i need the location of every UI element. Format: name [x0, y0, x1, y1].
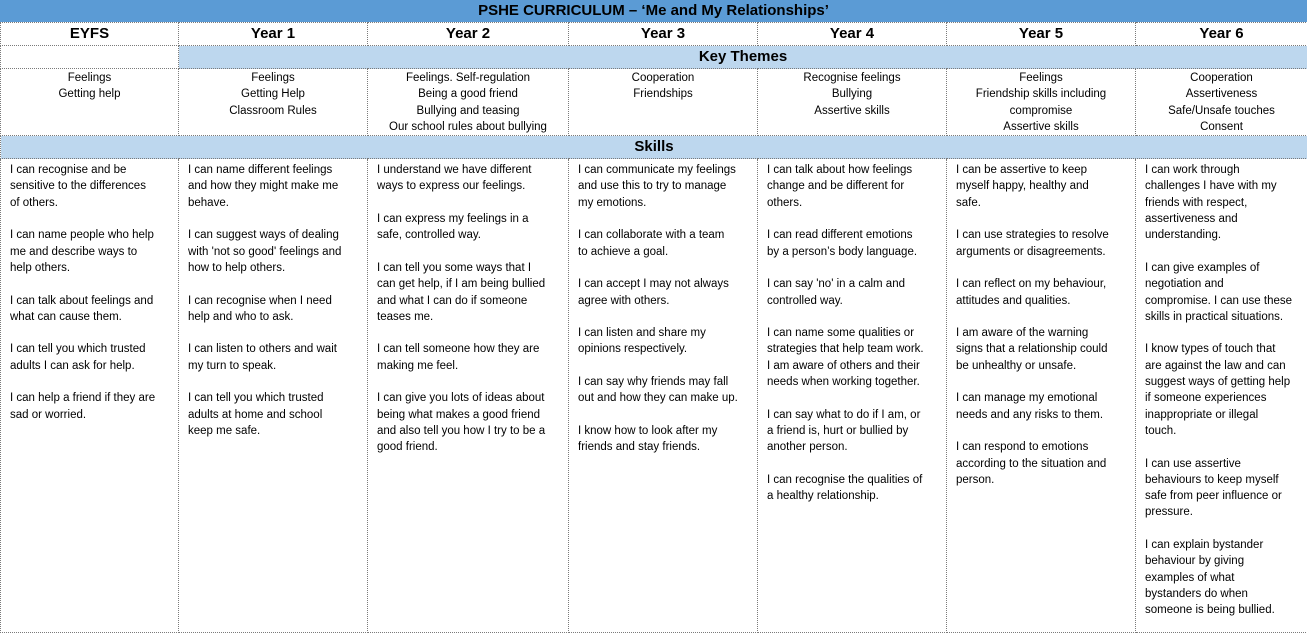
skill-statement — [578, 162, 751, 211]
skill-statement — [377, 162, 562, 195]
key-themes-cell — [179, 69, 368, 136]
skill-text-line: agree with others. — [578, 293, 751, 309]
skill-text-line: me and describe ways to — [10, 244, 172, 260]
skill-text-line: my emotions. — [578, 195, 751, 211]
skill-text-line: I can give you lots of ideas about — [377, 390, 562, 406]
key-themes-cell — [1, 69, 179, 136]
skill-statement — [578, 374, 751, 407]
skill-text-line: person. — [956, 472, 1129, 488]
empty-cell — [1, 46, 179, 69]
skill-text-line: safe from peer influence or — [1145, 488, 1301, 504]
skill-text-line: keep me safe. — [188, 423, 361, 439]
column-header: Year 1 — [179, 23, 368, 46]
skill-text-line: I can listen and share my — [578, 325, 751, 341]
skills-band — [1, 136, 1307, 159]
theme-item: Bullying — [758, 86, 946, 102]
curriculum-table — [0, 22, 1307, 633]
skill-text-line: ways to express our feelings. — [377, 178, 562, 194]
skill-statement — [377, 211, 562, 244]
skill-statement — [956, 390, 1129, 423]
skill-text-line: examples of what — [1145, 570, 1301, 586]
skill-text-line: and use this to try to manage — [578, 178, 751, 194]
skill-text-line: a healthy relationship. — [767, 488, 940, 504]
skill-text-line: help and who to ask. — [188, 309, 361, 325]
skill-statement — [10, 341, 172, 374]
column-header: Year 3 — [569, 23, 758, 46]
key-themes-cell — [758, 69, 947, 136]
skill-statement — [188, 293, 361, 326]
skill-text-line: I can help a friend if they are — [10, 390, 172, 406]
skills-cell — [947, 159, 1136, 633]
skill-text-line: can get help, if I am being bullied — [377, 276, 562, 292]
theme-item: Cooperation — [569, 70, 757, 86]
skill-text-line: I can manage my emotional — [956, 390, 1129, 406]
skill-text-line: inappropriate or illegal — [1145, 407, 1301, 423]
skill-statement — [578, 423, 751, 456]
skill-text-line: attitudes and qualities. — [956, 293, 1129, 309]
skills-cell — [368, 159, 569, 633]
skill-statement — [1145, 260, 1301, 325]
skill-text-line: challenges I have with my — [1145, 178, 1301, 194]
skill-text-line: I can respond to emotions — [956, 439, 1129, 455]
skill-text-line: safe. — [956, 195, 1129, 211]
skill-text-line: touch. — [1145, 423, 1301, 439]
key-themes-cell — [368, 69, 569, 136]
skill-statement — [767, 407, 940, 456]
skill-text-line: adults I can ask for help. — [10, 358, 172, 374]
skill-text-line: I can reflect on my behaviour, — [956, 276, 1129, 292]
key-themes-row — [1, 69, 1307, 136]
skill-statement — [377, 390, 562, 455]
theme-item: Getting help — [1, 86, 178, 102]
skill-text-line: arguments or disagreements. — [956, 244, 1129, 260]
skill-text-line: how to help others. — [188, 260, 361, 276]
skill-text-line: sad or worried. — [10, 407, 172, 423]
key-themes-cell — [947, 69, 1136, 136]
key-themes-heading: Key Themes — [179, 46, 1307, 69]
skill-text-line: be unhealthy or unsafe. — [956, 358, 1129, 374]
skill-text-line: good friend. — [377, 439, 562, 455]
skill-text-line: I can name people who help — [10, 227, 172, 243]
skill-statement — [578, 227, 751, 260]
skill-text-line: change and be different for — [767, 178, 940, 194]
skill-text-line: I can use assertive — [1145, 456, 1301, 472]
skill-text-line: I can recognise when I need — [188, 293, 361, 309]
skill-text-line: help others. — [10, 260, 172, 276]
skill-text-line: behave. — [188, 195, 361, 211]
skill-text-line: my turn to speak. — [188, 358, 361, 374]
skill-statement — [956, 162, 1129, 211]
skill-text-line: if someone experiences — [1145, 390, 1301, 406]
column-header: Year 5 — [947, 23, 1136, 46]
skill-statement — [578, 276, 751, 309]
theme-item: Getting Help — [179, 86, 367, 102]
skill-text-line: I know types of touch that — [1145, 341, 1301, 357]
skill-statement — [188, 227, 361, 276]
theme-item: Assertive skills — [947, 119, 1135, 135]
skill-statement — [767, 162, 940, 211]
skill-text-line: bystanders do when — [1145, 586, 1301, 602]
skill-text-line: I can explain bystander — [1145, 537, 1301, 553]
skill-text-line: I can communicate my feelings — [578, 162, 751, 178]
skill-text-line: with 'not so good' feelings and — [188, 244, 361, 260]
theme-item: Classroom Rules — [179, 103, 367, 119]
skill-text-line: I can accept I may not always — [578, 276, 751, 292]
skill-text-line: I can say why friends may fall — [578, 374, 751, 390]
skills-cell — [1136, 159, 1307, 633]
skill-text-line: I can tell you which trusted — [188, 390, 361, 406]
skill-statement — [767, 227, 940, 260]
skill-text-line: needs when working together. — [767, 374, 940, 390]
key-themes-cell — [569, 69, 758, 136]
skill-text-line: and also tell you how I try to be a — [377, 423, 562, 439]
skills-cell — [569, 159, 758, 633]
skill-text-line: sensitive to the differences — [10, 178, 172, 194]
skill-text-line: signs that a relationship could — [956, 341, 1129, 357]
skill-text-line: I understand we have different — [377, 162, 562, 178]
skill-text-line: teases me. — [377, 309, 562, 325]
skill-statement — [956, 439, 1129, 488]
skill-text-line: needs and any risks to them. — [956, 407, 1129, 423]
skill-text-line: and how they might make me — [188, 178, 361, 194]
skill-text-line: skills in practical situations. — [1145, 309, 1301, 325]
skill-text-line: of others. — [10, 195, 172, 211]
skill-statement — [956, 325, 1129, 374]
skill-text-line: I can recognise and be — [10, 162, 172, 178]
theme-item: compromise — [947, 103, 1135, 119]
theme-item: Feelings — [1, 70, 178, 86]
column-header: EYFS — [1, 23, 179, 46]
theme-item: Safe/Unsafe touches — [1136, 103, 1307, 119]
skill-text-line: I can say 'no' in a calm and — [767, 276, 940, 292]
theme-item: Our school rules about bullying — [368, 119, 568, 135]
skill-text-line: making me feel. — [377, 358, 562, 374]
skill-statement — [188, 162, 361, 211]
theme-item: Consent — [1136, 119, 1307, 135]
skill-statement — [767, 472, 940, 505]
skill-text-line: according to the situation and — [956, 456, 1129, 472]
skill-statement — [1145, 162, 1301, 243]
skill-statement — [10, 390, 172, 423]
skill-text-line: I can recognise the qualities of — [767, 472, 940, 488]
skill-statement — [10, 227, 172, 276]
theme-item: Friendship skills including — [947, 86, 1135, 102]
skill-text-line: I know how to look after my — [578, 423, 751, 439]
theme-item: Feelings — [947, 70, 1135, 86]
skill-text-line: I can work through — [1145, 162, 1301, 178]
skill-text-line: I can listen to others and wait — [188, 341, 361, 357]
skill-text-line: opinions respectively. — [578, 341, 751, 357]
column-header: Year 2 — [368, 23, 569, 46]
skill-text-line: I can name different feelings — [188, 162, 361, 178]
skill-text-line: friends with respect, — [1145, 195, 1301, 211]
skill-statement — [188, 341, 361, 374]
theme-item: Being a good friend — [368, 86, 568, 102]
skill-text-line: myself happy, healthy and — [956, 178, 1129, 194]
theme-item: Assertive skills — [758, 103, 946, 119]
page-title: PSHE CURRICULUM – ‘Me and My Relationships’ — [0, 0, 1307, 22]
skill-text-line: I can talk about feelings and — [10, 293, 172, 309]
skill-text-line: strategies that help team work. — [767, 341, 940, 357]
skill-text-line: I can read different emotions — [767, 227, 940, 243]
skill-statement — [956, 227, 1129, 260]
theme-item: Friendships — [569, 86, 757, 102]
skills-cell — [1, 159, 179, 633]
theme-item: Bullying and teasing — [368, 103, 568, 119]
skill-statement — [767, 325, 940, 390]
skill-text-line: I can tell someone how they are — [377, 341, 562, 357]
skill-text-line: I can be assertive to keep — [956, 162, 1129, 178]
skills-heading: Skills — [1, 136, 1307, 159]
skill-statement — [377, 260, 562, 325]
skill-text-line: suggest ways of getting help — [1145, 374, 1301, 390]
skill-text-line: I can suggest ways of dealing — [188, 227, 361, 243]
skill-text-line: I can express my feelings in a — [377, 211, 562, 227]
key-themes-cell — [1136, 69, 1307, 136]
skill-text-line: out and how they can make up. — [578, 390, 751, 406]
skill-text-line: by a person’s body language. — [767, 244, 940, 260]
skill-text-line: I can talk about how feelings — [767, 162, 940, 178]
skill-text-line: adults at home and school — [188, 407, 361, 423]
skill-text-line: I can collaborate with a team — [578, 227, 751, 243]
skill-text-line: negotiation and — [1145, 276, 1301, 292]
skill-text-line: are against the law and can — [1145, 358, 1301, 374]
theme-item: Cooperation — [1136, 70, 1307, 86]
skill-text-line: assertiveness and — [1145, 211, 1301, 227]
skill-text-line: controlled way. — [767, 293, 940, 309]
theme-item: Feelings — [179, 70, 367, 86]
skill-text-line: understanding. — [1145, 227, 1301, 243]
skill-text-line: safe, controlled way. — [377, 227, 562, 243]
skill-text-line: I can tell you which trusted — [10, 341, 172, 357]
skill-statement — [1145, 341, 1301, 439]
skill-statement — [578, 325, 751, 358]
skill-text-line: to achieve a goal. — [578, 244, 751, 260]
skill-text-line: others. — [767, 195, 940, 211]
skill-statement — [1145, 456, 1301, 521]
skill-text-line: I can say what to do if I am, or — [767, 407, 940, 423]
skill-text-line: someone is being bullied. — [1145, 602, 1301, 618]
skill-statement — [188, 390, 361, 439]
skill-text-line: another person. — [767, 439, 940, 455]
skill-text-line: what can cause them. — [10, 309, 172, 325]
skill-statement — [10, 162, 172, 211]
skill-text-line: I can use strategies to resolve — [956, 227, 1129, 243]
theme-item: Feelings. Self-regulation — [368, 70, 568, 86]
skill-text-line: a friend is, hurt or bullied by — [767, 423, 940, 439]
skill-statement — [767, 276, 940, 309]
skill-statement — [10, 293, 172, 326]
skills-cell — [758, 159, 947, 633]
skill-text-line: I can tell you some ways that I — [377, 260, 562, 276]
skill-statement — [1145, 537, 1301, 618]
skill-text-line: I am aware of others and their — [767, 358, 940, 374]
skill-text-line: behaviour by giving — [1145, 553, 1301, 569]
skill-text-line: compromise. I can use these — [1145, 293, 1301, 309]
theme-item: Assertiveness — [1136, 86, 1307, 102]
skill-text-line: I am aware of the warning — [956, 325, 1129, 341]
column-header: Year 4 — [758, 23, 947, 46]
skill-text-line: being what makes a good friend — [377, 407, 562, 423]
skill-text-line: behaviours to keep myself — [1145, 472, 1301, 488]
key-themes-band — [1, 46, 1307, 69]
skill-statement — [377, 341, 562, 374]
skill-text-line: pressure. — [1145, 504, 1301, 520]
column-header: Year 6 — [1136, 23, 1307, 46]
skill-text-line: friends and stay friends. — [578, 439, 751, 455]
skill-statement — [956, 276, 1129, 309]
skills-cell — [179, 159, 368, 633]
theme-item: Recognise feelings — [758, 70, 946, 86]
skill-text-line: I can give examples of — [1145, 260, 1301, 276]
year-header-row — [1, 23, 1307, 46]
skill-text-line: and what I can do if someone — [377, 293, 562, 309]
skills-row — [1, 159, 1307, 633]
skill-text-line: I can name some qualities or — [767, 325, 940, 341]
